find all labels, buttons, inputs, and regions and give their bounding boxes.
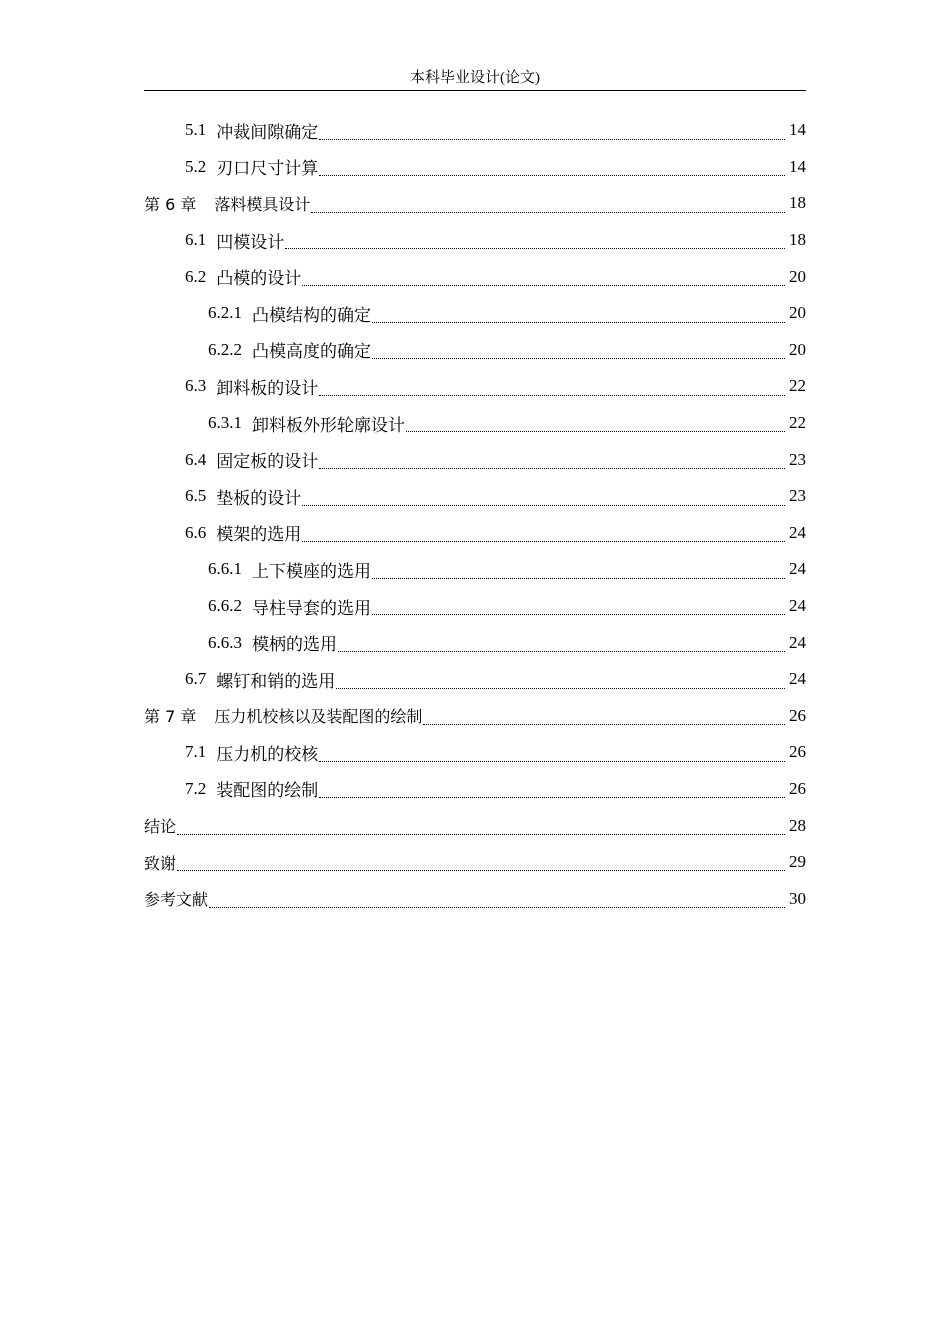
header-title: 本科毕业设计(论文) — [410, 70, 540, 86]
toc-entry[interactable] — [144, 258, 806, 295]
toc-entry-title: 卸料板外形轮廓设计 — [252, 415, 405, 435]
dot-leader — [319, 138, 785, 140]
toc-entry-title: 凸模高度的确定 — [252, 342, 371, 362]
toc-entry-title: 结论 — [144, 817, 177, 837]
dot-leader — [209, 906, 785, 908]
dot-leader — [319, 760, 785, 762]
dot-leader — [311, 211, 785, 213]
dot-leader — [319, 174, 785, 176]
toc-entry-title: 刃口尺寸计算 — [216, 159, 319, 179]
toc-entry-title: 装配图的绘制 — [216, 781, 319, 801]
dot-leader — [319, 796, 785, 798]
toc-entry-number: 6.6.2 — [208, 596, 242, 616]
toc-entry-page: 30 — [789, 888, 806, 908]
toc-entry-page: 22 — [789, 413, 806, 433]
toc-entry-title: 落料模具设计 — [214, 194, 311, 214]
toc-entry-number: 6.6.1 — [208, 559, 242, 579]
dot-leader — [319, 394, 785, 396]
toc-entry-title: 上下模座的选用 — [252, 561, 371, 581]
toc-entry[interactable] — [144, 149, 806, 186]
toc-entry-title: 凸模的设计 — [216, 269, 302, 289]
toc-entry-page: 18 — [789, 230, 806, 250]
dot-leader — [302, 284, 785, 286]
toc-entry-number: 第 7 章 — [144, 707, 197, 727]
toc-entry-number: 5.2 — [185, 156, 207, 176]
toc-entry-page: 26 — [789, 705, 806, 725]
dot-leader — [372, 613, 785, 615]
toc-entry-page: 23 — [789, 449, 806, 469]
toc-entry-title: 模柄的选用 — [252, 635, 337, 655]
toc-entry[interactable] — [144, 332, 806, 369]
toc-entry[interactable] — [144, 441, 806, 478]
table-of-contents — [144, 112, 806, 917]
toc-entry-number: 6.7 — [185, 669, 207, 689]
dot-leader — [177, 869, 785, 871]
toc-entry-page: 18 — [789, 193, 806, 213]
toc-entry-page: 24 — [789, 596, 806, 616]
toc-entry-page: 29 — [789, 852, 806, 872]
toc-entry-number: 6.3 — [185, 376, 207, 396]
dot-leader — [302, 540, 785, 542]
toc-entry-page: 20 — [789, 339, 806, 359]
toc-entry-title: 固定板的设计 — [216, 452, 319, 472]
dot-leader — [177, 833, 785, 835]
dot-leader — [423, 723, 785, 725]
toc-entry-title: 凸模结构的确定 — [252, 305, 371, 325]
toc-entry-page: 26 — [789, 742, 806, 762]
dot-leader — [406, 430, 785, 432]
toc-entry-page: 20 — [789, 266, 806, 286]
toc-entry-number: 6.2.1 — [208, 303, 242, 323]
toc-entry-title: 垫板的设计 — [216, 488, 302, 508]
dot-leader — [285, 247, 785, 249]
toc-entry-title: 导柱导套的选用 — [252, 598, 371, 618]
dot-leader — [372, 577, 785, 579]
toc-entry-title: 压力机的校核 — [216, 744, 319, 764]
toc-entry-title: 参考文献 — [144, 890, 209, 910]
toc-entry[interactable] — [144, 185, 806, 222]
toc-entry-number: 6.6 — [185, 522, 207, 542]
toc-entry[interactable] — [144, 734, 806, 771]
toc-entry[interactable] — [144, 588, 806, 625]
toc-entry-number: 6.3.1 — [208, 413, 242, 433]
toc-entry-page: 23 — [789, 486, 806, 506]
toc-entry[interactable] — [144, 478, 806, 515]
toc-entry-page: 20 — [789, 303, 806, 323]
toc-entry-number: 7.2 — [185, 778, 207, 798]
toc-entry-number: 第 6 章 — [144, 194, 197, 214]
toc-entry-number: 6.5 — [185, 486, 207, 506]
toc-entry-number: 6.1 — [185, 230, 207, 250]
dot-leader — [338, 650, 785, 652]
dot-leader — [302, 504, 785, 506]
toc-entry-title: 凹模设计 — [216, 232, 285, 252]
toc-entry[interactable] — [144, 698, 806, 735]
toc-entry-title: 卸料板的设计 — [216, 378, 319, 398]
toc-entry[interactable] — [144, 295, 806, 332]
toc-entry-number: 6.2 — [185, 266, 207, 286]
dot-leader — [372, 321, 785, 323]
toc-entry-number: 6.4 — [185, 449, 207, 469]
toc-entry-page: 14 — [789, 120, 806, 140]
toc-entry-number: 6.6.3 — [208, 632, 242, 652]
toc-entry-title: 压力机校核以及装配图的绘制 — [214, 707, 423, 727]
toc-entry-number: 7.1 — [185, 742, 207, 762]
running-header — [144, 66, 806, 91]
toc-entry[interactable] — [144, 222, 806, 259]
toc-entry[interactable] — [144, 368, 806, 405]
toc-entry[interactable] — [144, 771, 806, 808]
toc-entry[interactable] — [144, 112, 806, 149]
toc-entry[interactable] — [144, 880, 806, 917]
toc-entry-number: 5.1 — [185, 120, 207, 140]
toc-entry-page: 22 — [789, 376, 806, 396]
toc-entry-page: 24 — [789, 669, 806, 689]
toc-entry-page: 26 — [789, 778, 806, 798]
toc-entry-title: 冲裁间隙确定 — [216, 122, 319, 142]
toc-entry-title: 致谢 — [144, 853, 177, 873]
toc-entry-title: 螺钉和销的选用 — [216, 671, 336, 691]
toc-entry-page: 24 — [789, 522, 806, 542]
toc-entry[interactable] — [144, 405, 806, 442]
toc-entry[interactable] — [144, 807, 806, 844]
toc-entry-page: 24 — [789, 632, 806, 652]
toc-entry[interactable] — [144, 844, 806, 881]
toc-entry-page: 24 — [789, 559, 806, 579]
toc-entry-number: 6.2.2 — [208, 339, 242, 359]
dot-leader — [336, 687, 785, 689]
toc-entry[interactable] — [144, 661, 806, 698]
toc-entry[interactable] — [144, 515, 806, 552]
dot-leader — [319, 467, 785, 469]
dot-leader — [372, 357, 785, 359]
toc-entry-page: 28 — [789, 815, 806, 835]
toc-entry[interactable] — [144, 624, 806, 661]
toc-entry-title: 模架的选用 — [216, 525, 302, 545]
toc-entry[interactable] — [144, 551, 806, 588]
toc-entry-page: 14 — [789, 156, 806, 176]
